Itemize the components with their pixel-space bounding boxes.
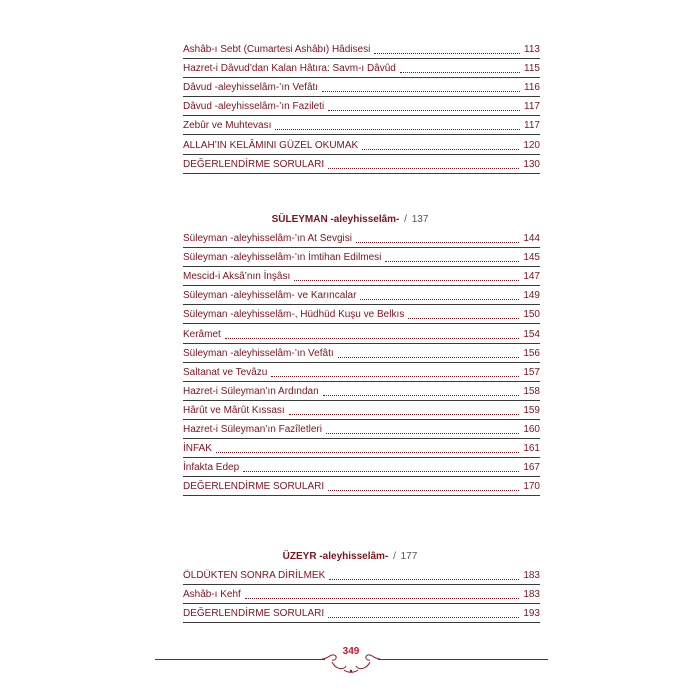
section-heading-title: SÜLEYMAN -aleyhisselâm- [271, 214, 400, 225]
toc-entry-title: Dâvud -aleyhisselâm-’ın Fazileti [183, 101, 325, 113]
toc-entry[interactable] [183, 566, 540, 585]
toc-entry-page: 193 [523, 608, 540, 620]
toc-entry-title: DEĞERLENDİRME SORULARI [183, 608, 325, 620]
dot-leader [328, 168, 519, 169]
toc-entry-title: İNFAK [183, 443, 212, 455]
dot-leader [322, 91, 520, 92]
toc-entry-page: 115 [524, 63, 540, 75]
section-heading-separator: / [404, 214, 407, 225]
dot-leader [275, 129, 520, 130]
dot-leader [356, 242, 519, 243]
toc-entry-page: 130 [523, 158, 540, 170]
toc-entry-title: DEĞERLENDİRME SORULARI [183, 158, 325, 170]
dot-leader [374, 53, 520, 54]
toc-entry-page: 147 [523, 271, 540, 283]
dot-leader [328, 110, 520, 111]
toc-entry-page: 113 [524, 44, 540, 56]
dot-leader [216, 452, 519, 453]
dot-leader [323, 395, 520, 396]
dot-leader [289, 414, 520, 415]
toc-entry-page: 159 [523, 404, 540, 416]
toc-entry-title: Süleyman -aleyhisselâm-, Hüdhüd Kuşu ve Belkıs [183, 309, 405, 321]
toc-entry-title: Süleyman -aleyhisselâm- ve Karıncalar [183, 290, 357, 302]
toc-entry-page: 183 [523, 589, 540, 601]
toc-entry-page: 160 [523, 424, 540, 436]
toc-entry[interactable] [183, 420, 540, 439]
toc-entry[interactable] [183, 229, 540, 248]
dot-leader [338, 357, 520, 358]
toc-entry[interactable] [183, 40, 540, 59]
footer-rule-right [378, 659, 548, 660]
dot-leader [328, 617, 519, 618]
toc-section-uzeyr [183, 566, 540, 623]
section-heading-page: 137 [411, 214, 429, 225]
toc-entry-page: 145 [523, 252, 540, 264]
toc-entry-title: Hazret-i Süleyman’ın Ardından [183, 385, 319, 397]
dot-leader [328, 490, 519, 491]
toc-entry-page: 156 [523, 347, 540, 359]
toc-entry-page: 157 [523, 366, 540, 378]
dot-leader [329, 579, 519, 580]
toc-entry-title: Kerâmet [183, 328, 221, 340]
toc-entry-title: Süleyman -aleyhisselâm-’ın At Sevgisi [183, 233, 352, 245]
toc-entry-page: 183 [523, 570, 540, 582]
dot-leader [243, 471, 519, 472]
toc-entry[interactable] [183, 458, 540, 477]
toc-entry[interactable] [183, 477, 540, 496]
toc-entry[interactable] [183, 305, 540, 324]
toc-entry-page: 154 [523, 328, 540, 340]
dot-leader [225, 338, 520, 339]
toc-entry[interactable] [183, 344, 540, 363]
footer-rule-left [155, 659, 325, 660]
toc-entry-page: 167 [523, 462, 540, 474]
toc-entry-title: Hârût ve Mârût Kıssası [183, 404, 285, 416]
toc-entry[interactable] [183, 78, 540, 97]
toc-entry[interactable] [183, 604, 540, 623]
page-number: 349 [342, 646, 360, 657]
toc-entry-page: 116 [524, 82, 540, 94]
dot-leader [362, 149, 519, 150]
section-heading-separator: / [393, 551, 396, 562]
toc-entry-title: İnfakta Edep [183, 462, 240, 474]
toc-entry-title: Hazret-i Süleyman’ın Fazîletleri [183, 424, 322, 436]
toc-entry-title: Zebûr ve Muhtevası [183, 120, 272, 132]
toc-entry[interactable] [183, 324, 540, 343]
section-heading-uzeyr[interactable] [150, 551, 550, 562]
dot-leader [400, 72, 520, 73]
toc-entry[interactable] [183, 267, 540, 286]
toc-entry-title: Süleyman -aleyhisselâm-’ın İmtihan Edilmesi [183, 252, 382, 264]
dot-leader [271, 376, 519, 377]
toc-entry-title: Mescid-i Aksâ’nın İnşâsı [183, 271, 291, 283]
toc-entry-page: 144 [523, 233, 540, 245]
toc-entry[interactable] [183, 401, 540, 420]
toc-entry-title: DEĞERLENDİRME SORULARI [183, 481, 325, 493]
toc-entry-title: ALLAH’IN KELÂMINI GÜZEL OKUMAK [183, 139, 359, 151]
toc-entry[interactable] [183, 286, 540, 305]
toc-entry[interactable] [183, 59, 540, 78]
toc-section-davud [183, 40, 540, 174]
toc-entry[interactable] [183, 135, 540, 154]
toc-entry[interactable] [183, 363, 540, 382]
toc-entry[interactable] [183, 382, 540, 401]
toc-entry-page: 161 [523, 443, 540, 455]
toc-section-suleyman [183, 229, 540, 496]
section-heading-title: ÜZEYR -aleyhisselâm- [282, 551, 389, 562]
toc-entry[interactable] [183, 97, 540, 116]
toc-entry-page: 117 [524, 101, 540, 113]
toc-entry-page: 120 [523, 139, 540, 151]
toc-entry-title: Dâvud -aleyhisselâm-’ın Vefâtı [183, 82, 319, 94]
toc-entry-page: 170 [523, 481, 540, 493]
section-heading-page: 177 [400, 551, 418, 562]
dot-leader [245, 598, 520, 599]
toc-entry-page: 117 [524, 120, 540, 132]
toc-entry-title: Ashâb-ı Sebt (Cumartesi Ashâbı) Hâdisesi [183, 44, 371, 56]
dot-leader [408, 318, 519, 319]
dot-leader [360, 299, 519, 300]
section-heading-suleyman[interactable] [150, 214, 550, 225]
toc-entry-title: Saltanat ve Tevâzu [183, 366, 268, 378]
toc-entry[interactable] [183, 116, 540, 135]
toc-entry-title: Hazret-i Dâvud’dan Kalan Hâtıra: Savm-ı Dâvûd [183, 63, 396, 75]
toc-entry[interactable] [183, 248, 540, 267]
toc-entry-page: 158 [523, 385, 540, 397]
toc-entry-title: Süleyman -aleyhisselâm-’ın Vefâtı [183, 347, 334, 359]
toc-entry-page: 150 [523, 309, 540, 321]
toc-entry-title: Ashâb-ı Kehf [183, 589, 241, 601]
toc-entry[interactable] [183, 585, 540, 604]
dot-leader [326, 433, 519, 434]
dot-leader [294, 280, 519, 281]
toc-entry[interactable] [183, 155, 540, 174]
dot-leader [385, 261, 519, 262]
toc-entry-page: 149 [523, 290, 540, 302]
toc-entry-title: ÖLDÜKTEN SONRA DİRİLMEK [183, 570, 326, 582]
toc-entry[interactable] [183, 439, 540, 458]
